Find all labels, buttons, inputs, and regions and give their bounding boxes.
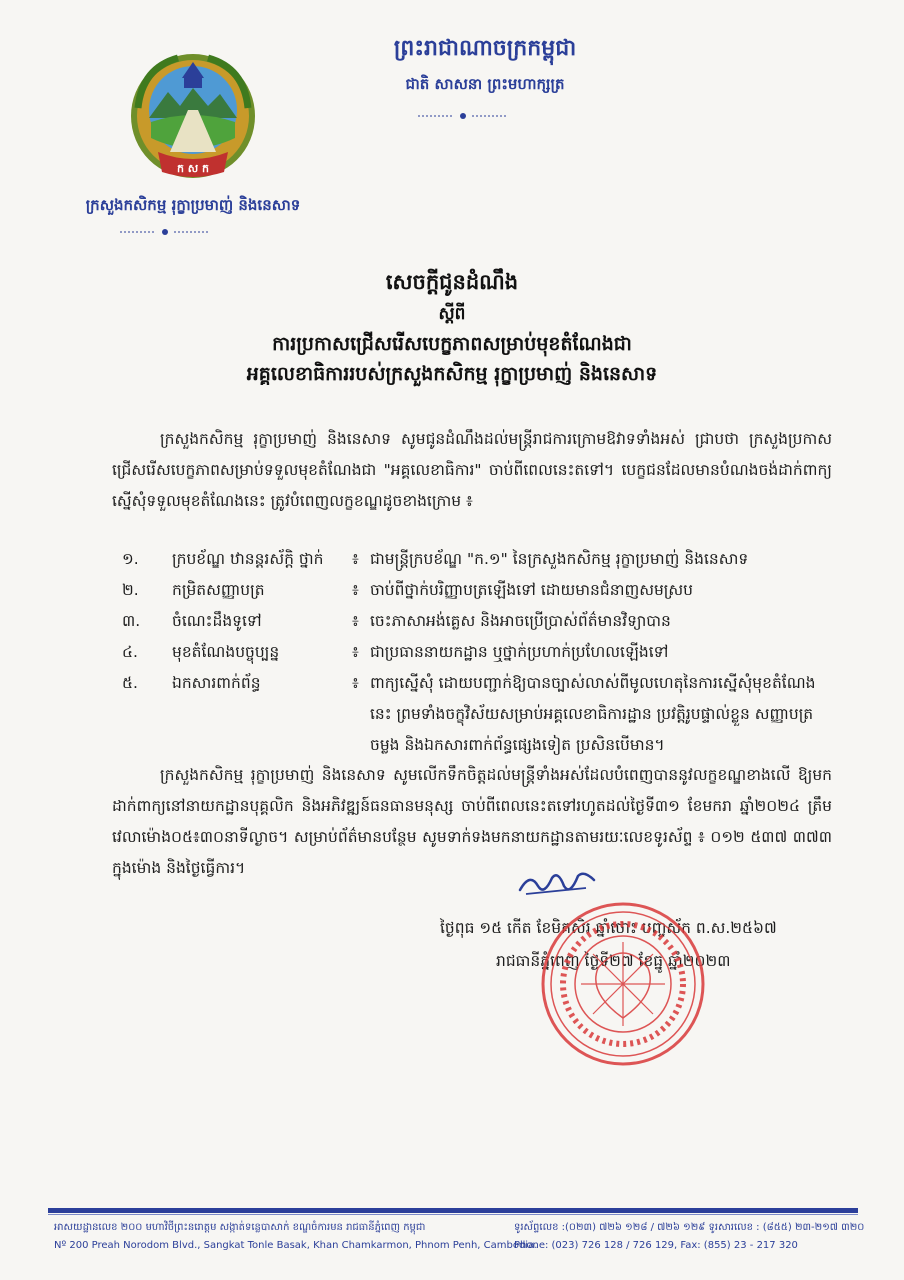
item-number: ២. [122, 581, 139, 599]
lunar-date: ថ្ងៃពុធ ១៥ កើត ខែមិគសិរ ឆ្នាំថោះ បញ្ចស័ក ព.ស.២៥៦៧ [440, 919, 777, 937]
list-item [112, 544, 832, 575]
solar-date: រាជធានីភ្នំពេញ ថ្ងៃទី២៧ ខែធ្នូ ឆ្នាំ២០២៣ [496, 952, 731, 970]
item-value: ចាប់ពីថ្នាក់បរិញ្ញាបត្រឡើងទៅ ដោយមានជំនាញសមស្រប [370, 581, 694, 599]
item-number: ៤. [122, 643, 138, 661]
item-colon: ៖ [352, 674, 359, 692]
item-number: ១. [122, 550, 139, 568]
official-seal-stamp [538, 898, 708, 1070]
ministry-name: ក្រសួងកសិកម្ម រុក្ខាប្រមាញ់ និងនេសាទ [85, 196, 301, 214]
list-item [112, 668, 832, 761]
notice-title: សេចក្តីជូនដំណឹង [385, 270, 519, 294]
footer-address-khmer: អាសយដ្ឋានលេខ ២០០ មហាវិថីព្រះនរោត្តម សង្កាត់ទន្លេបាសាក់ ខណ្ឌចំការមន រាជធានីភ្នំពេញ កម្ពុជា [54, 1222, 426, 1233]
ornament-divider [120, 228, 210, 236]
item-value: ចេះភាសាអង់គ្លេស និងអាចប្រើប្រាស់ព័ត៌មានវិទ្យាបាន [370, 612, 671, 630]
item-label: មុខតំណែងបច្ចុប្បន្ន [172, 643, 280, 661]
item-value: ជាប្រធាននាយកដ្ឋាន ឬថ្នាក់ប្រហាក់ប្រហែលឡើងទៅ [370, 643, 669, 661]
logo-banner-text: ក ស ក [176, 162, 210, 175]
notice-subject-line-2: អគ្គលេខាធិការរបស់ក្រសួងកសិកម្ម រុក្ខាប្រមាញ់ និងនេសាទ [246, 363, 658, 385]
intro-paragraph: ក្រសួងកសិកម្ម រុក្ខាប្រមាញ់ និងនេសាទ សូមជូនដំណឹងដល់មន្ត្រីរាជការក្រោមឱវាទទាំងអស់ ជ្រាបថា ក្រសួងប្រកាសជ្រើសរើសបេក្ខភាពសម្រាប់ទទួលមុខតំណែងជា "អគ្គលេខាធិការ" ចាប់ពីពេលនេះតទៅ។ បេក្ខជនដែលមានបំណងចង់ដាក់ពាក្យស្នើសុំទទួលមុខតំណែងនេះ ត្រូវបំពេញលក្ខខណ្ឌដូចខាងក្រោម ៖ [112, 430, 832, 510]
footer-rule-thin [48, 1214, 858, 1215]
footer-phone-khmer: ទូរស័ព្ទលេខ :(០២៣) ៧២៦ ១២៨ / ៧២៦ ១២៩ ទូរសារលេខ : (៨៥៥) ២៣-២១៧ ៣២០ [514, 1222, 865, 1233]
footer-rule [48, 1208, 858, 1213]
item-colon: ៖ [352, 612, 359, 630]
item-value: ពាក្យស្នើសុំ ដោយបញ្ជាក់ឱ្យបានច្បាស់លាស់ពីមូលហេតុនៃការស្នើសុំមុខតំណែងនេះ ព្រមទាំងចក្ខុវិស័យសម្រាប់អគ្គលេខាធិការដ្ឋាន ប្រវត្តិរូបផ្ទាល់ខ្លួន សញ្ញាបត្រចម្លង និងឯកសារពាក់ព័ន្ធផ្សេងទៀត ប្រសិនបើមាន។ [370, 674, 816, 754]
item-label: ចំណេះដឹងទូទៅ [172, 612, 262, 630]
initials-signature [516, 866, 598, 900]
item-value: ជាមន្ត្រីក្របខ័ណ្ឌ "ក.១" នៃក្រសួងកសិកម្ម រុក្ខាប្រមាញ់ និងនេសាទ [370, 550, 749, 568]
item-label: ឯកសារពាក់ព័ន្ធ [172, 674, 261, 692]
item-number: ៥. [122, 674, 138, 692]
footer-address-english: Nº 200 Preah Norodom Blvd., Sangkat Tonle Basak, Khan Chamkarmon, Phnom Penh, Cambodia. [54, 1240, 538, 1251]
closing-paragraph: ក្រសួងកសិកម្ម រុក្ខាប្រមាញ់ និងនេសាទ សូមលើកទឹកចិត្តដល់មន្ត្រីទាំងអស់ដែលបំពេញបាននូវលក្ខខណ្ឌខាងលើ ឱ្យមកដាក់ពាក្យនៅនាយកដ្ឋានបុគ្គលិក និងអភិវឌ្ឍន៍ធនធានមនុស្ស ចាប់ពីពេលនេះតទៅរហូតដល់ថ្ងៃទី៣១ ខែមករា ឆ្នាំ២០២៤ ត្រឹមវេលាម៉ោង០៥៖៣០នាទីល្ងាច។ សម្រាប់ព័ត៌មានបន្ថែម សូមទាក់ទងមកនាយកដ្ឋានតាមរយៈលេខទូរស័ព្ទ ៖ ០១២ ៥៣៧ ៣៧៣ ក្នុងម៉ោង និងថ្ងៃធ្វើការ។ [112, 766, 832, 877]
ornament-divider [418, 112, 508, 120]
requirements-list [112, 544, 832, 761]
item-colon: ៖ [352, 581, 359, 599]
item-label: កម្រិតសញ្ញាបត្រ [172, 581, 265, 599]
notice-subject-label: ស្តីពី [438, 304, 466, 324]
item-number: ៣. [122, 612, 141, 630]
footer-phone-english: Phone: (023) 726 128 / 726 129, Fax: (855) 23 - 217 320 [514, 1240, 798, 1251]
item-colon: ៖ [352, 643, 359, 661]
notice-title-block [60, 265, 844, 389]
item-label: ក្របខ័ណ្ឌ ឋានន្តរស័ក្តិ ថ្នាក់ [172, 550, 324, 568]
notice-subject-line-1: ការប្រកាសជ្រើសរើសបេក្ខភាពសម្រាប់មុខតំណែងជា [272, 333, 632, 355]
item-colon: ៖ [352, 550, 359, 568]
list-item [112, 637, 832, 668]
national-motto: ជាតិ សាសនា ព្រះមហាក្សត្រ [405, 75, 565, 93]
list-item [112, 575, 832, 606]
list-item [112, 606, 832, 637]
ministry-logo [118, 48, 268, 188]
kingdom-title: ព្រះរាជាណាចក្រកម្ពុជា [393, 36, 577, 61]
